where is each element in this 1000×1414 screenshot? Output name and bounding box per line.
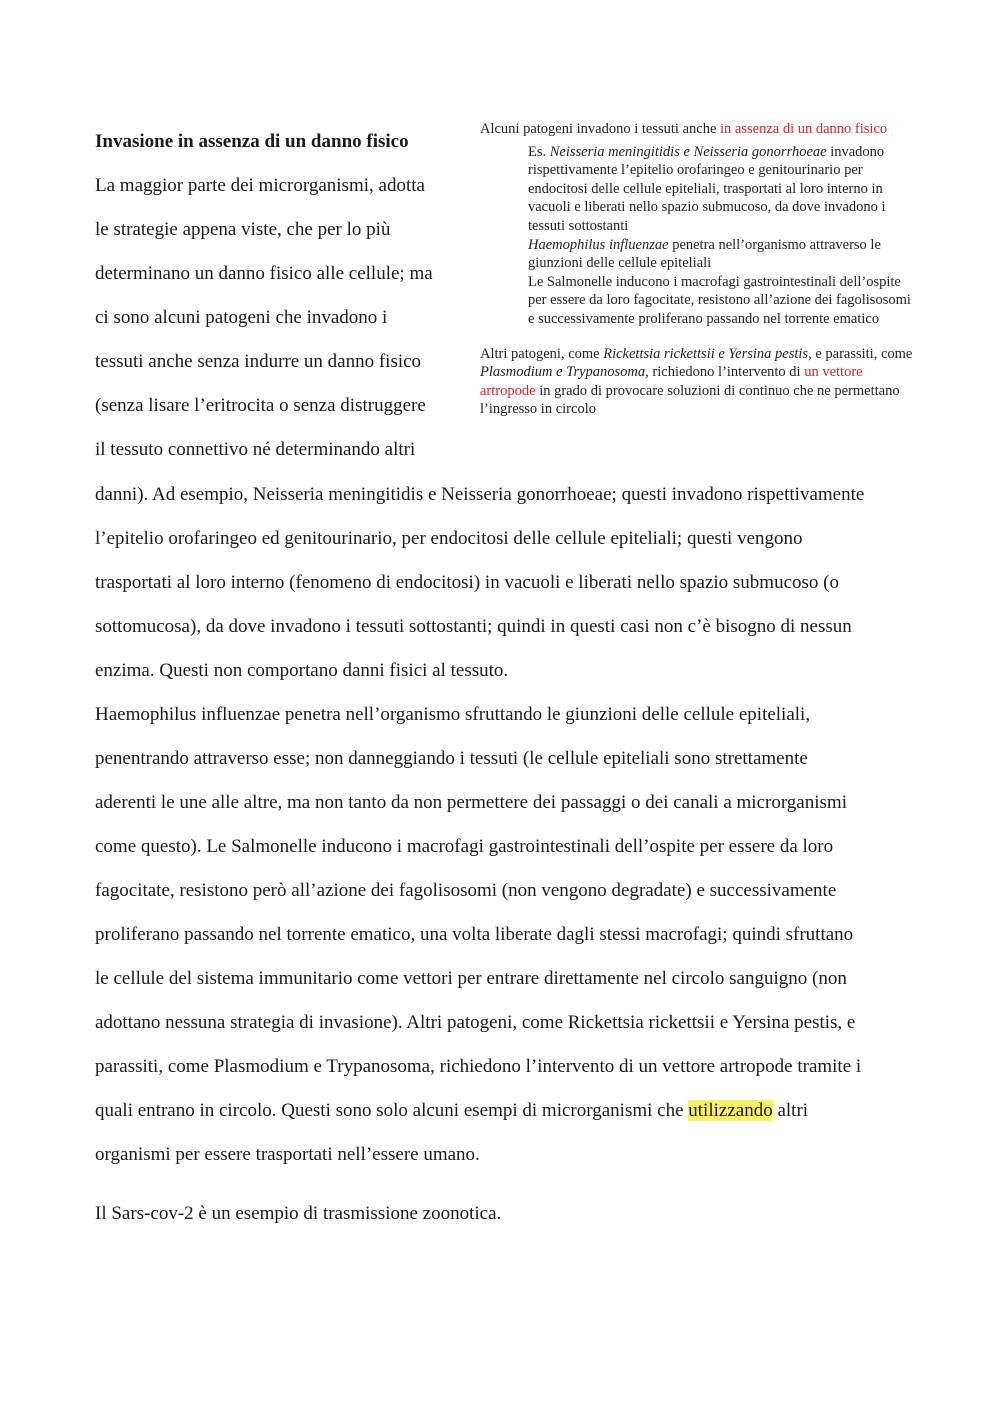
body-line [95, 1097, 808, 1125]
body-line: organismi per essere trasportati nell’essere umano. [95, 1144, 480, 1165]
slide-text: in grado di provocare soluzioni di continuo che ne permettano l’ingresso in circolo [480, 382, 900, 418]
slide-italic-text: Plasmodium e Trypanosoma [480, 364, 646, 381]
slide-italic-text: Haemophilus influenzae [528, 236, 669, 253]
slide-example-salmonelle: Le Salmonelle inducono i macrofagi gastrointestinali dell’ospite per essere da loro fagocitate, resistono all’azione dei fagolisosomi e successivamente proliferano passando nel torrente ematico [528, 273, 911, 327]
body-line: adottano nessuna strategia di invasione). Altri patogeni, come Rickettsia rickettsii e Yersina pestis, e [95, 1012, 856, 1033]
body-text: altri [772, 1100, 809, 1121]
slide-text: Es. [528, 143, 550, 160]
body-line: come questo). Le Salmonelle inducono i macrofagi gastrointestinali dell’ospite per essere da loro [95, 836, 834, 857]
body-line: proliferano passando nel torrente ematico, una volta liberate dagli stessi macrofagi; quindi sfruttano [95, 924, 854, 945]
body-line: enzima. Questi non comportano danni fisici al tessuto. [95, 660, 509, 681]
body-line: penentrando attraverso esse; non danneggiando i tessuti (le cellule epiteliali sono strettamente [95, 748, 808, 769]
intro-line: il tessuto connettivo né determinando altri [95, 439, 416, 460]
intro-line: tessuti anche senza indurre un danno fisico [95, 351, 422, 372]
body-line: parassiti, come Plasmodium e Trypanosoma, richiedono l’intervento di un vettore artropode tramite i [95, 1056, 862, 1077]
body-text: quali entrano in circolo. Questi sono solo alcuni esempi di microrganismi che [95, 1100, 689, 1121]
body-line: le cellule del sistema immunitario come vettori per entrare direttamente nel circolo sanguigno (non [95, 968, 847, 989]
slide-italic-text: Neisseria meningitidis e Neisseria gonorrhoeae [549, 143, 827, 160]
slide-red-text: un vettore artropode [480, 364, 863, 399]
section-heading: Invasione in assenza di un danno fisico [95, 131, 409, 152]
body-line: l’epitelio orofaringeo ed genitourinario, per endocitosi delle cellule epiteliali; questi vengono [95, 528, 803, 549]
intro-line: La maggior parte dei microrganismi, adotta [95, 175, 425, 196]
slide-text: invadono rispettivamente l’epitelio orofaringeo e genitourinario per endocitosi delle cellule epiteliali, trasportati al loro interno in vacuoli e liberati nello spazio submucoso, da dove invadono i tessuti sottostanti [528, 143, 886, 234]
slide-italic-text: Rickettsia rickettsii e Yersina pestis [603, 345, 809, 362]
body-line: aderenti le une alle altre, ma non tanto da non permettere dei passaggi o dei canali a microrganismi [95, 792, 847, 813]
slide-text: penetra nell’organismo attraverso le giunzioni delle cellule epiteliali [528, 236, 881, 272]
body-line: danni). Ad esempio, Neisseria meningitidis e Neisseria gonorrhoeae; questi invadono rispettivamente [95, 484, 865, 505]
body-line: trasportati al loro interno (fenomeno di endocitosi) in vacuoli e liberati nello spazio submucoso (o [95, 572, 839, 593]
closing-line: Il Sars-cov-2 è un esempio di trasmissione zoonotica. [95, 1203, 502, 1224]
intro-line: determinano un danno fisico alle cellule; ma [95, 263, 433, 284]
slide-text: , richiedono l’intervento di [645, 364, 805, 381]
body-line: Haemophilus influenzae penetra nell’organismo sfruttando le giunzioni delle cellule epiteliali, [95, 704, 811, 725]
intro-line: (senza lisare l’eritrocita o senza distruggere [95, 395, 426, 416]
slide-text: , e parassiti, come [808, 345, 913, 362]
slide-excerpt [480, 120, 920, 419]
slide-text: Altri patogeni, come [480, 345, 604, 362]
slide-text: Alcuni patogeni invadono i tessuti anche [480, 121, 721, 137]
body-line: sottomucosa), da dove invadono i tessuti sottostanti; quindi in questi casi non c’è bisogno di nessun [95, 616, 852, 637]
body-line: fagocitate, resistono però all’azione dei fagolisosomi (non vengono degradate) e successivamente [95, 880, 837, 901]
highlighted-word: utilizzando [688, 1100, 773, 1121]
slide-paragraph-1 [480, 120, 920, 139]
slide-red-text: in assenza di un danno fisico [720, 121, 888, 137]
intro-line: le strategie appena viste, che per lo più [95, 219, 391, 240]
slide-example-neisseria [480, 143, 920, 236]
intro-line: ci sono alcuni patogeni che invadono i [95, 307, 388, 328]
slide-example-haemophilus [480, 236, 920, 273]
slide-paragraph-2 [480, 345, 920, 419]
